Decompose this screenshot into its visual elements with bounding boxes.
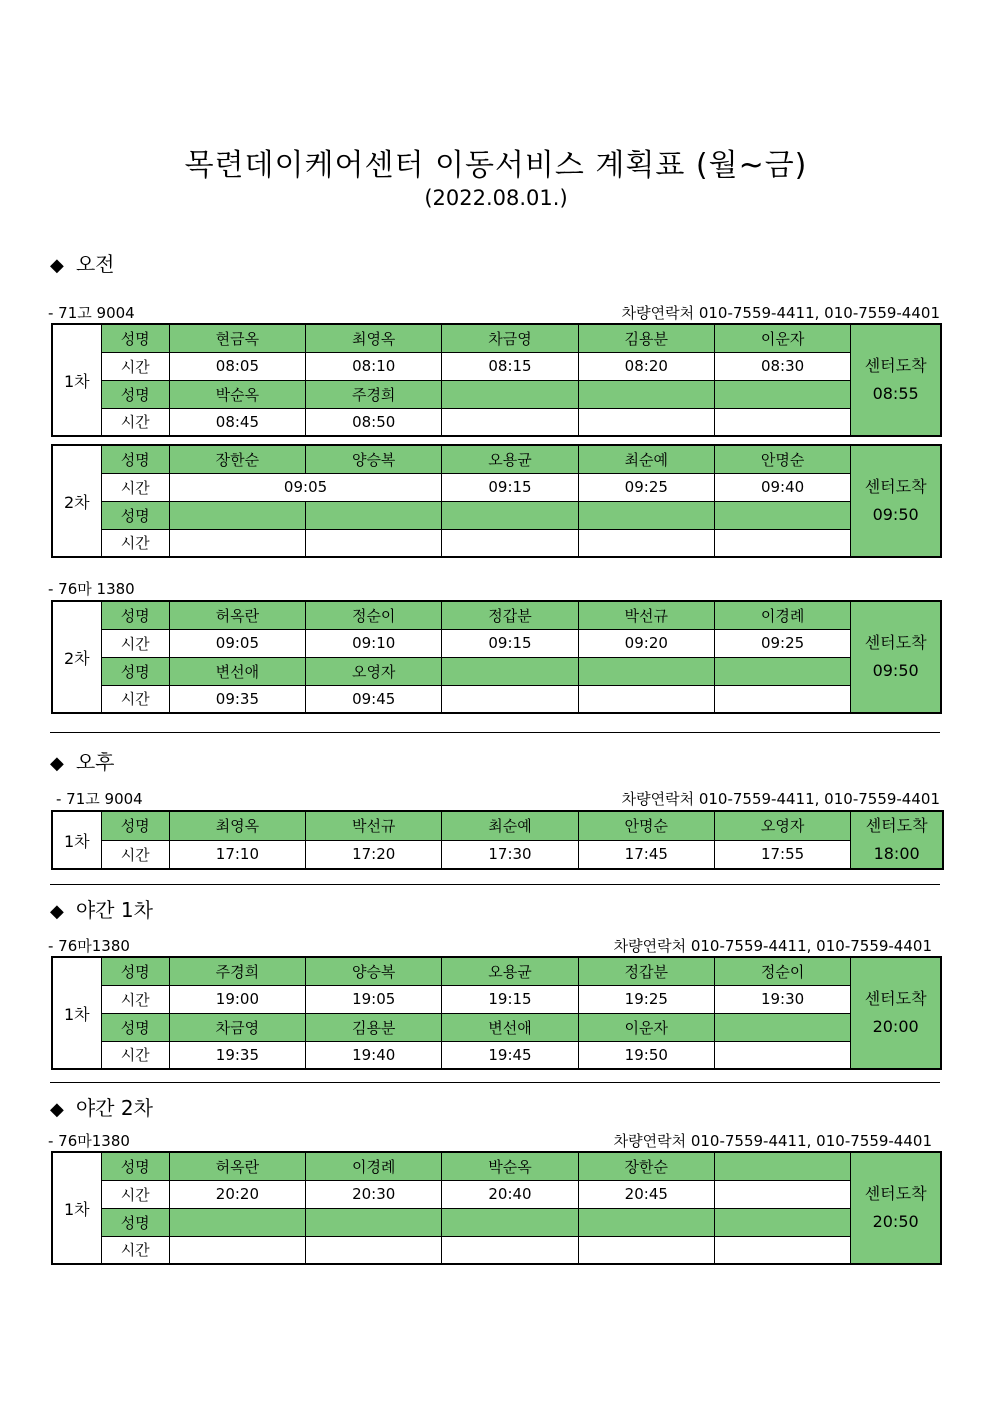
passenger-name-cell: 이운자 (714, 324, 850, 352)
pickup-time-cell: 19:00 (169, 985, 305, 1013)
section-divider (50, 732, 940, 733)
round-label: 1차 (52, 811, 101, 869)
page-subtitle: (2022.08.01.) (424, 186, 568, 210)
passenger-name-cell: 허옥란 (169, 1152, 305, 1180)
passenger-name-cell: 현금옥 (169, 324, 305, 352)
pickup-time-cell: 08:50 (306, 408, 442, 436)
arrival-label: 센터도착 (865, 816, 928, 835)
passenger-name-cell (442, 657, 578, 685)
pickup-time-cell: 09:35 (169, 685, 305, 713)
pickup-time-cell: 09:45 (306, 685, 442, 713)
pickup-time-cell (714, 1041, 850, 1069)
passenger-name-cell (714, 1013, 850, 1041)
arrival-label: 센터도착 (864, 1184, 927, 1203)
pickup-time-cell: 20:20 (169, 1180, 305, 1208)
name-label: 성명 (101, 1208, 169, 1236)
round-label: 1차 (52, 324, 101, 436)
passenger-name-cell: 차금영 (169, 1013, 305, 1041)
section-heading-text: 야간 2차 (75, 1096, 153, 1120)
pickup-time-cell: 08:20 (578, 352, 714, 380)
time-label: 시간 (101, 473, 169, 501)
passenger-name-cell: 양승복 (306, 445, 442, 473)
pickup-time-cell: 17:20 (306, 840, 442, 869)
center-arrival-cell (851, 957, 941, 1069)
round-label: 1차 (52, 1152, 101, 1264)
arrival-time: 08:55 (872, 384, 919, 403)
passenger-name-cell: 김용분 (306, 1013, 442, 1041)
pickup-time-cell (306, 529, 442, 557)
schedule-table (51, 444, 942, 558)
time-label: 시간 (101, 529, 169, 557)
pickup-time-cell: 09:05 (169, 629, 305, 657)
passenger-name-cell (578, 1208, 714, 1236)
time-label: 시간 (101, 685, 169, 713)
section-heading (50, 894, 153, 923)
schedule-table (51, 600, 942, 714)
pickup-time-cell (169, 1236, 305, 1264)
time-label: 시간 (101, 985, 169, 1013)
arrival-label: 센터도착 (864, 477, 927, 496)
name-label: 성명 (101, 501, 169, 529)
arrival-time: 20:50 (872, 1212, 919, 1231)
pickup-time-cell (578, 1236, 714, 1264)
passenger-name-cell (306, 1208, 442, 1236)
arrival-time: 18:00 (873, 844, 920, 863)
passenger-name-cell: 주경희 (306, 380, 442, 408)
time-label: 시간 (101, 840, 169, 869)
passenger-name-cell: 변선애 (169, 657, 305, 685)
vehicle-contact: 차량연락처 010-7559-4411, 010-7559-4401 (621, 790, 940, 808)
passenger-name-cell (169, 1208, 305, 1236)
pickup-time-cell (714, 1236, 850, 1264)
passenger-name-cell: 안명순 (578, 811, 714, 840)
passenger-name-cell (169, 501, 305, 529)
pickup-time-cell (578, 529, 714, 557)
pickup-time-cell (578, 408, 714, 436)
schedule-table (51, 810, 944, 870)
schedule-table (51, 323, 942, 437)
diamond-icon: ◆ (50, 901, 64, 922)
vehicle-plate: - 71고 9004 (48, 304, 135, 322)
pickup-time-cell: 19:40 (306, 1041, 442, 1069)
pickup-time-cell: 19:25 (578, 985, 714, 1013)
passenger-name-cell: 정순이 (714, 957, 850, 985)
passenger-name-cell: 차금영 (442, 324, 578, 352)
pickup-time-cell: 08:30 (714, 352, 850, 380)
passenger-name-cell: 장한순 (578, 1152, 714, 1180)
passenger-name-cell: 오영자 (306, 657, 442, 685)
schedule-table (51, 956, 942, 1070)
passenger-name-cell (442, 380, 578, 408)
name-label: 성명 (101, 601, 169, 629)
pickup-time-cell: 19:30 (714, 985, 850, 1013)
vehicle-plate: - 76마1380 (48, 937, 130, 955)
passenger-name-cell: 주경희 (169, 957, 305, 985)
passenger-name-cell: 박선규 (306, 811, 442, 840)
pickup-time-cell: 09:40 (714, 473, 850, 501)
passenger-name-cell: 최순예 (578, 445, 714, 473)
pickup-time-cell (306, 1236, 442, 1264)
name-label: 성명 (101, 380, 169, 408)
passenger-name-cell: 변선애 (442, 1013, 578, 1041)
pickup-time-cell (714, 1180, 850, 1208)
diamond-icon: ◆ (50, 753, 64, 774)
pickup-time-cell: 17:30 (442, 840, 578, 869)
schedule-table (51, 1151, 942, 1265)
section-divider (50, 884, 940, 885)
time-label: 시간 (101, 1180, 169, 1208)
pickup-time-cell: 08:05 (169, 352, 305, 380)
name-label: 성명 (101, 1152, 169, 1180)
pickup-time-cell: 20:40 (442, 1180, 578, 1208)
pickup-time-cell: 09:25 (578, 473, 714, 501)
pickup-time-cell: 19:50 (578, 1041, 714, 1069)
passenger-name-cell (714, 501, 850, 529)
pickup-time-cell: 08:10 (306, 352, 442, 380)
pickup-time-cell: 09:25 (714, 629, 850, 657)
pickup-time-cell (714, 408, 850, 436)
pickup-time-cell: 17:10 (169, 840, 305, 869)
pickup-time-cell (714, 529, 850, 557)
section-divider (50, 1082, 940, 1083)
pickup-time-cell: 09:15 (442, 629, 578, 657)
passenger-name-cell: 오용균 (442, 445, 578, 473)
pickup-time-cell: 09:10 (306, 629, 442, 657)
passenger-name-cell: 최영옥 (169, 811, 305, 840)
passenger-name-cell (714, 1152, 850, 1180)
passenger-name-cell (714, 380, 850, 408)
passenger-name-cell (578, 657, 714, 685)
passenger-name-cell: 이경례 (714, 601, 850, 629)
time-label: 시간 (101, 352, 169, 380)
section-heading (50, 248, 114, 277)
passenger-name-cell: 최영옥 (306, 324, 442, 352)
center-arrival-cell (851, 601, 941, 713)
pickup-time-cell: 19:45 (442, 1041, 578, 1069)
arrival-label: 센터도착 (864, 356, 927, 375)
pickup-time-cell: 20:30 (306, 1180, 442, 1208)
pickup-time-cell: 09:15 (442, 473, 578, 501)
passenger-name-cell: 정순이 (306, 601, 442, 629)
time-label: 시간 (101, 1236, 169, 1264)
diamond-icon: ◆ (50, 1099, 64, 1120)
page-title: 목련데이케어센터 이동서비스 계획표 (월~금) (184, 148, 808, 183)
vehicle-plate: - 71고 9004 (56, 790, 143, 808)
passenger-name-cell: 김용분 (578, 324, 714, 352)
pickup-time-cell (442, 408, 578, 436)
pickup-time-cell: 19:05 (306, 985, 442, 1013)
section-heading (50, 1092, 153, 1121)
vehicle-plate: - 76마 1380 (48, 580, 135, 598)
pickup-time-cell: 19:35 (169, 1041, 305, 1069)
passenger-name-cell: 이경례 (306, 1152, 442, 1180)
center-arrival-cell (851, 1152, 941, 1264)
arrival-time: 09:50 (872, 505, 919, 524)
name-label: 성명 (101, 324, 169, 352)
time-label: 시간 (101, 629, 169, 657)
arrival-label: 센터도착 (864, 633, 927, 652)
passenger-name-cell: 박선규 (578, 601, 714, 629)
pickup-time-cell: 20:45 (578, 1180, 714, 1208)
time-label: 시간 (101, 408, 169, 436)
passenger-name-cell: 최순예 (442, 811, 578, 840)
center-arrival-cell (851, 445, 941, 557)
passenger-name-cell: 장한순 (169, 445, 305, 473)
name-label: 성명 (101, 811, 169, 840)
pickup-time-cell (442, 529, 578, 557)
passenger-name-cell: 박순옥 (442, 1152, 578, 1180)
center-arrival-cell (851, 811, 943, 869)
round-label: 2차 (52, 601, 101, 713)
vehicle-contact: 차량연락처 010-7559-4411, 010-7559-4401 (613, 937, 932, 955)
passenger-name-cell: 양승복 (306, 957, 442, 985)
name-label: 성명 (101, 657, 169, 685)
name-label: 성명 (101, 445, 169, 473)
section-heading (50, 746, 114, 775)
pickup-time-cell (714, 685, 850, 713)
pickup-time-cell (442, 1236, 578, 1264)
section-heading-text: 오후 (75, 750, 115, 774)
vehicle-plate: - 76마1380 (48, 1132, 130, 1150)
arrival-label: 센터도착 (864, 989, 927, 1008)
passenger-name-cell: 오영자 (714, 811, 850, 840)
passenger-name-cell (578, 380, 714, 408)
passenger-name-cell: 정갑분 (578, 957, 714, 985)
pickup-time-cell (578, 685, 714, 713)
time-label: 시간 (101, 1041, 169, 1069)
passenger-name-cell: 이운자 (578, 1013, 714, 1041)
passenger-name-cell: 박순옥 (169, 380, 305, 408)
pickup-time-cell: 17:55 (714, 840, 850, 869)
name-label: 성명 (101, 957, 169, 985)
pickup-time-cell (169, 529, 305, 557)
pickup-time-cell: 08:45 (169, 408, 305, 436)
name-label: 성명 (101, 1013, 169, 1041)
passenger-name-cell (714, 657, 850, 685)
arrival-time: 09:50 (872, 661, 919, 680)
pickup-time-cell: 08:15 (442, 352, 578, 380)
pickup-time-cell: 09:20 (578, 629, 714, 657)
round-label: 1차 (52, 957, 101, 1069)
passenger-name-cell: 오용균 (442, 957, 578, 985)
section-heading-text: 야간 1차 (75, 898, 153, 922)
vehicle-contact: 차량연락처 010-7559-4411, 010-7559-4401 (621, 304, 940, 322)
passenger-name-cell (306, 501, 442, 529)
passenger-name-cell (442, 501, 578, 529)
passenger-name-cell: 허옥란 (169, 601, 305, 629)
arrival-time: 20:00 (872, 1017, 919, 1036)
pickup-time-cell: 17:45 (578, 840, 714, 869)
pickup-time-cell: 19:15 (442, 985, 578, 1013)
passenger-name-cell: 안명순 (714, 445, 850, 473)
passenger-name-cell (442, 1208, 578, 1236)
passenger-name-cell: 정갑분 (442, 601, 578, 629)
section-heading-text: 오전 (75, 252, 115, 276)
center-arrival-cell (851, 324, 941, 436)
pickup-time-cell (442, 685, 578, 713)
passenger-name-cell (578, 501, 714, 529)
pickup-time-cell: 09:05 (169, 473, 442, 501)
passenger-name-cell (714, 1208, 850, 1236)
vehicle-contact: 차량연락처 010-7559-4411, 010-7559-4401 (613, 1132, 932, 1150)
diamond-icon: ◆ (50, 255, 64, 276)
round-label: 2차 (52, 445, 101, 557)
